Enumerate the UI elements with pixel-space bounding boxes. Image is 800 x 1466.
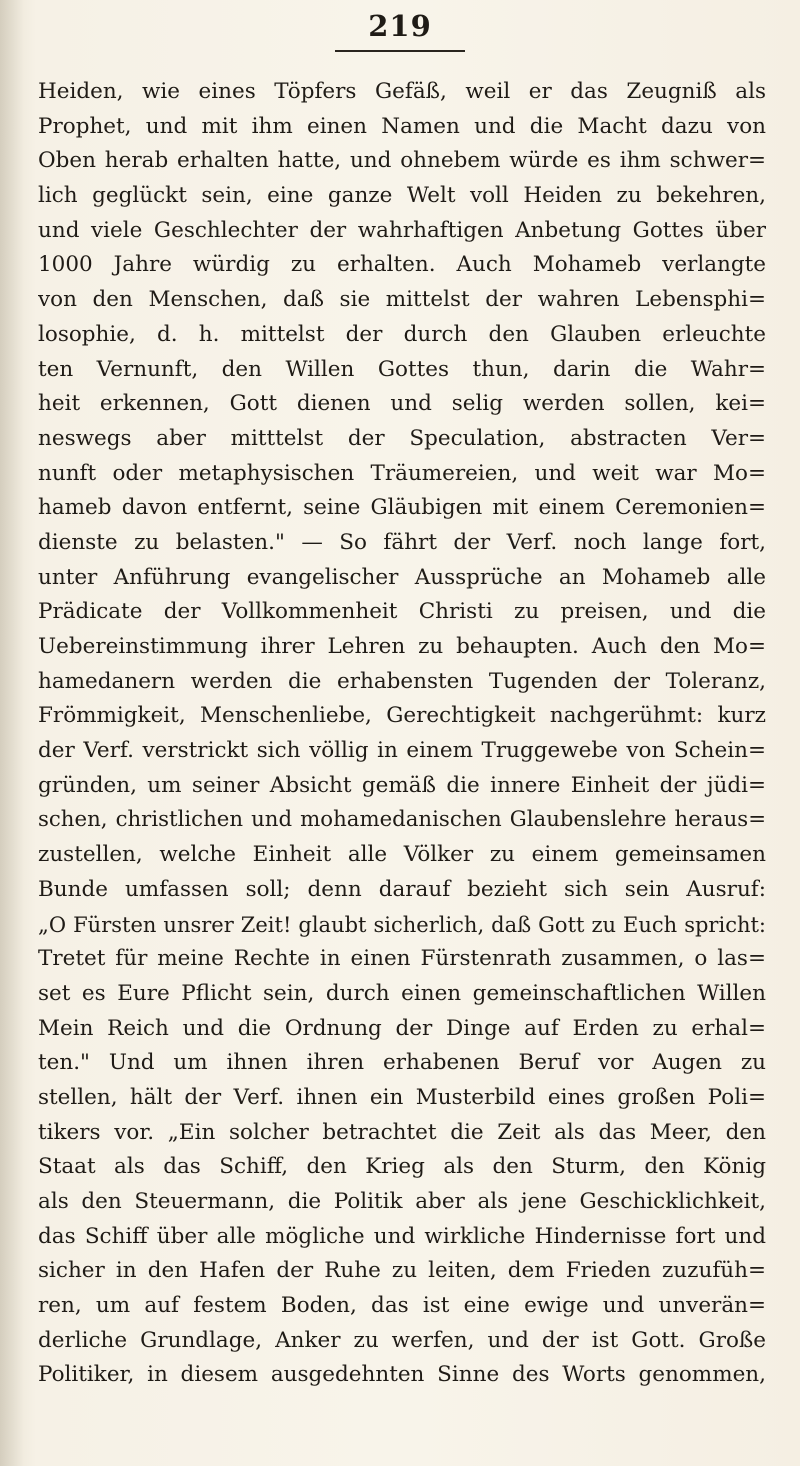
- gutter-shadow: [0, 0, 24, 1466]
- text-line: Staat als das Schiff, den Krieg als den Sturm, den König: [38, 1154, 766, 1180]
- text-line: Politiker, in diesem ausgedehnten Sinne des Worts genommen,: [38, 1362, 766, 1388]
- text-line: Mein Reich und die Ordnung der Dinge auf Erden zu erhal=: [38, 1015, 766, 1041]
- text-line: Oben herab erhalten hatte, und ohnebem würde es ihm schwer=: [38, 148, 766, 174]
- text-line: Uebereinstimmung ihrer Lehren zu behaupten. Auch den Mo=: [38, 634, 766, 659]
- text-line: ten." Und um ihnen ihren erhabenen Beruf vor Augen zu: [38, 1050, 766, 1076]
- text-line: hamedanern werden die erhabensten Tugenden der Toleranz,: [38, 668, 766, 694]
- text-line: Bunde umfassen soll; denn darauf bezieht sich sein Ausruf:: [38, 876, 766, 902]
- text-line: Tretet für meine Rechte in einen Fürstenrath zusammen, o las=: [38, 946, 766, 972]
- text-line: 1000 Jahre würdig zu erhalten. Auch Mohameb verlangte: [38, 252, 766, 278]
- text-line: derliche Grundlage, Anker zu werfen, und der ist Gott. Große: [38, 1327, 766, 1353]
- text-line: sicher in den Hafen der Ruhe zu leiten, dem Frieden zuzufüh=: [38, 1258, 766, 1284]
- text-line: das Schiff über alle mögliche und wirkliche Hindernisse fort und: [38, 1223, 766, 1249]
- text-line: der Verf. verstrickt sich völlig in einem Truggewebe von Schein=: [38, 738, 766, 764]
- text-line: Frömmigkeit, Menschenliebe, Gerechtigkeit nachgerühmt: kurz: [38, 703, 766, 729]
- text-line: set es Eure Pflicht sein, durch einen gemeinschaftlichen Willen: [38, 980, 766, 1006]
- text-line: „O Fürsten unsrer Zeit! glaubt sicherlich, daß Gott zu Euch spricht:: [38, 912, 766, 937]
- body-text: [38, 75, 766, 1393]
- text-line: schen, christlichen und mohamedanischen Glaubenslehre heraus=: [38, 807, 766, 833]
- text-line: unter Anführung evangelischer Aussprüche an Mohameb alle: [38, 564, 766, 590]
- text-line: tikers vor. „Ein solcher betrachtet die Zeit als das Meer, den: [38, 1119, 766, 1145]
- text-line: und viele Geschlechter der wahrhaftigen Anbetung Gottes über: [38, 217, 766, 243]
- text-line: dienste zu belasten." — So fährt der Verf. noch lange fort,: [38, 529, 766, 555]
- text-line: gründen, um seiner Absicht gemäß die innere Einheit der jüdi=: [38, 772, 766, 798]
- page-number: 219: [368, 9, 432, 43]
- text-line: stellen, hält der Verf. ihnen ein Musterbild eines großen Poli=: [38, 1084, 766, 1110]
- text-line: heit erkennen, Gott dienen und selig werden sollen, kei=: [38, 391, 766, 417]
- text-line: zustellen, welche Einheit alle Völker zu einem gemeinsamen: [38, 842, 766, 868]
- text-line: hameb davon entfernt, seine Gläubigen mit einem Ceremonien=: [38, 495, 766, 521]
- text-line: Prädicate der Vollkommenheit Christi zu preisen, und die: [38, 599, 766, 625]
- text-line: neswegs aber mitttelst der Speculation, abstracten Ver=: [38, 425, 766, 451]
- text-line: als den Steuermann, die Politik aber als jene Geschicklichkeit,: [38, 1189, 766, 1214]
- text-line: Heiden, wie eines Töpfers Gefäß, weil er das Zeugniß als: [38, 79, 766, 104]
- text-line: losophie, d. h. mittelst der durch den Glauben erleuchte: [38, 321, 766, 347]
- text-line: ten Vernunft, den Willen Gottes thun, darin die Wahr=: [38, 356, 766, 382]
- text-line: lich geglückt sein, eine ganze Welt voll Heiden zu bekehren,: [38, 183, 766, 209]
- text-line: von den Menschen, daß sie mittelst der wahren Lebensphi=: [38, 287, 766, 313]
- text-line: nunft oder metaphysischen Träumereien, und weit war Mo=: [38, 460, 766, 486]
- text-line: Prophet, und mit ihm einen Namen und die Macht dazu von: [38, 113, 766, 139]
- header-rule: [335, 50, 465, 52]
- text-line: ren, um auf festem Boden, das ist eine ewige und unverän=: [38, 1293, 766, 1319]
